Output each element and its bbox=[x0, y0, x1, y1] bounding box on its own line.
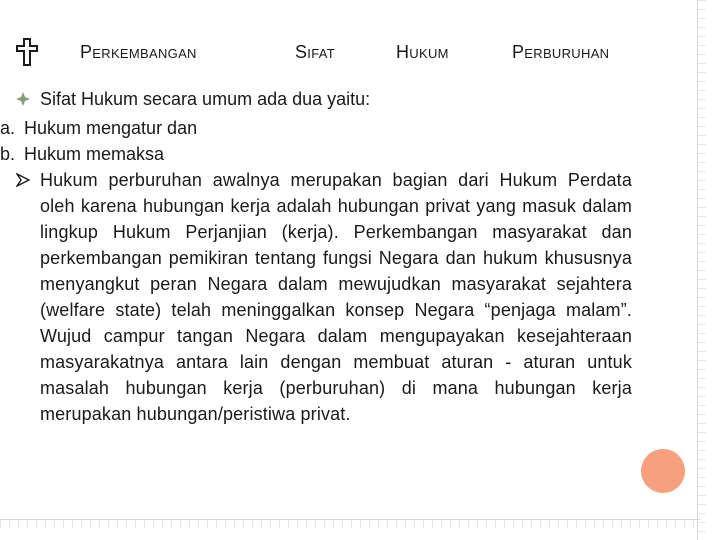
list-marker: a. bbox=[0, 118, 16, 138]
title-word-2: Sifat bbox=[295, 41, 335, 62]
list-item bbox=[0, 141, 658, 167]
right-border-ticks bbox=[698, 0, 706, 540]
list-marker: b. bbox=[0, 144, 16, 164]
list-item-text: Hukum memaksa bbox=[24, 144, 165, 164]
body-paragraph: Hukum perburuhan awalnya merupakan bagian dari Hukum Perdata oleh karena hubungan kerja adalah hubungan privat yang masuk dalam lingkup Hukum Perjanjian (kerja). Perkembangan masyarakat dan perkembangan pemikiran tentang fungsi Negara dan hukum khususnya menyangkut peran Negara dalam mewujudkan masyarakat sejahtera (welfare state) telah meninggalkan konsep Negara “penjaga malam”. Wujud campur tangan Negara dalam mengupayakan kesejahteraan masyarakatnya antara lain dengan membuat aturan - aturan untuk masalah hubungan kerja (perburuhan) di mana hubungan kerja merupakan hubungan/peristiwa privat. bbox=[40, 170, 632, 424]
title-word-4: Perburuhan bbox=[512, 41, 610, 62]
slide-body bbox=[0, 86, 658, 427]
list-item bbox=[0, 115, 658, 141]
title-word-1: Perkembangan bbox=[80, 41, 197, 62]
arrowhead-bullet-icon bbox=[16, 167, 40, 194]
intro-line bbox=[16, 86, 658, 115]
diamond-bullet-icon bbox=[16, 86, 40, 115]
cross-outline-icon bbox=[16, 38, 38, 66]
slide-title bbox=[16, 32, 676, 72]
list-item-text: Hukum mengatur dan bbox=[24, 118, 198, 138]
bottom-border-ticks bbox=[0, 520, 700, 528]
orange-accent-dot bbox=[641, 449, 685, 493]
title-word-3: Hukum bbox=[396, 41, 449, 62]
intro-text: Sifat Hukum secara umum ada dua yaitu: bbox=[40, 89, 371, 109]
paragraph-line bbox=[16, 167, 658, 427]
